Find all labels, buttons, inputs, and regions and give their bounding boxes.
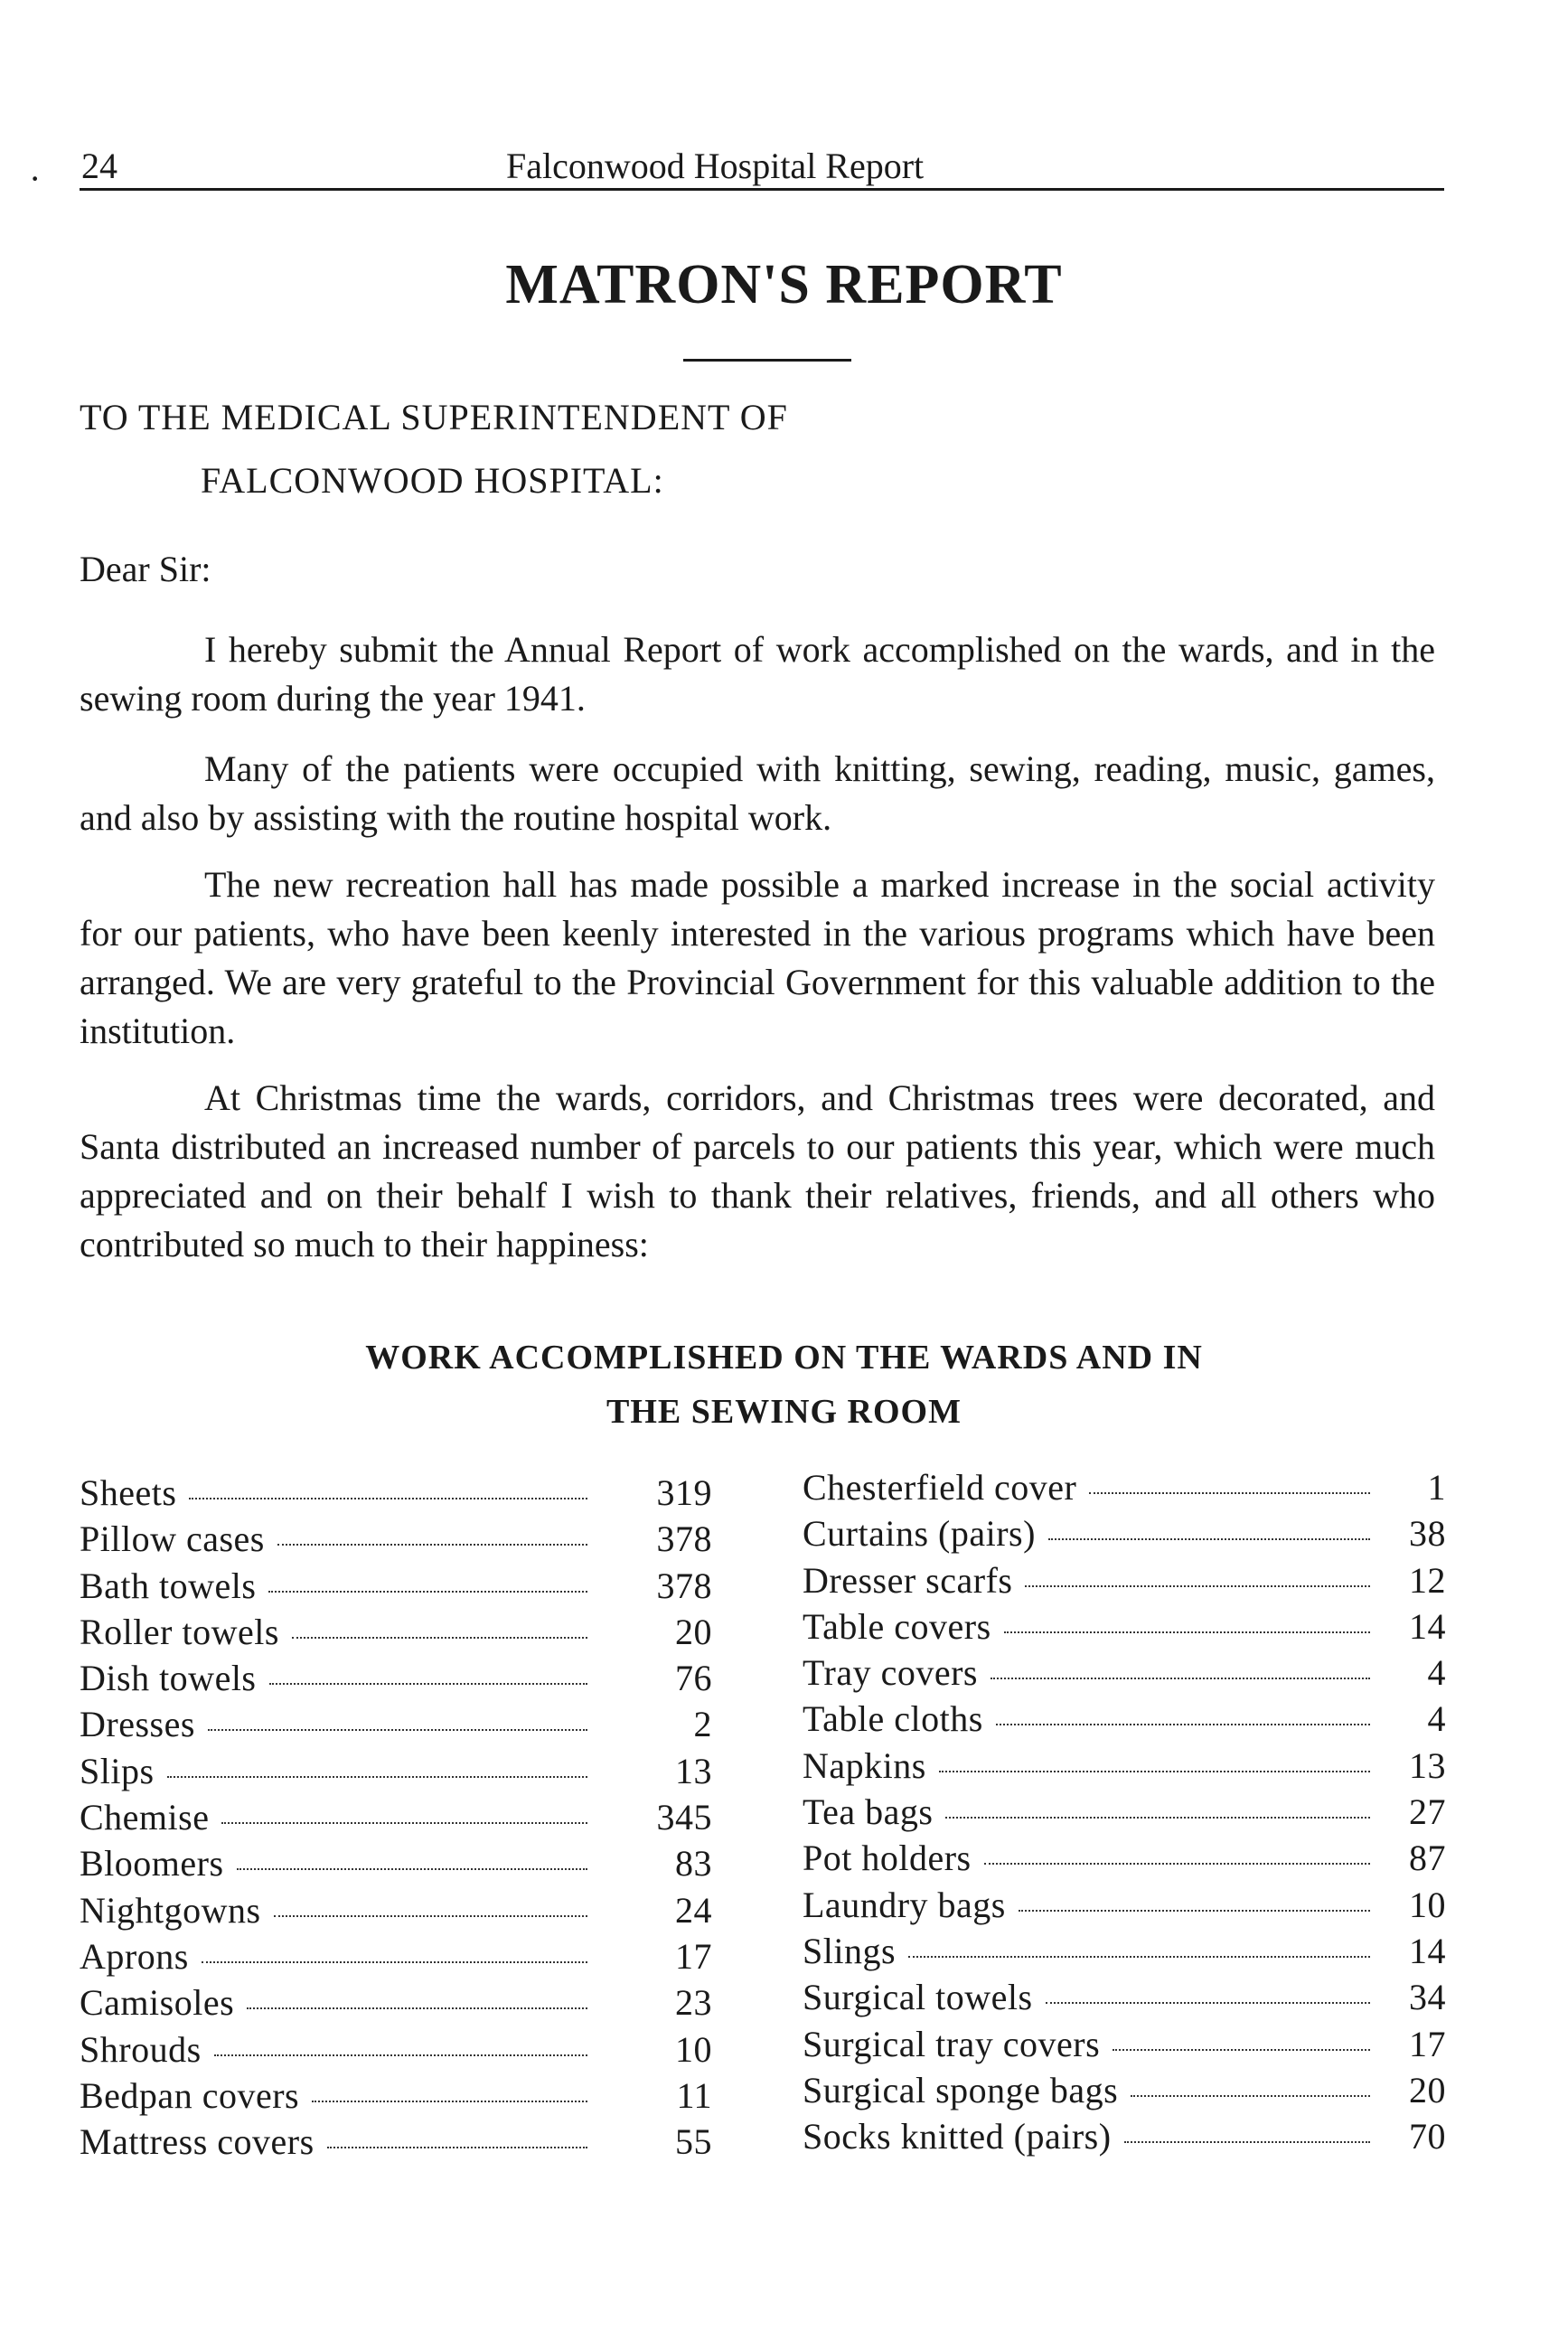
items-right-column [803, 1466, 1446, 2161]
dot-leader [167, 1776, 587, 1778]
list-item [80, 2120, 712, 2167]
dot-leader [939, 1771, 1370, 1772]
list-item [80, 1981, 712, 2027]
item-quantity: 378 [656, 1565, 712, 1606]
dot-leader [1004, 1631, 1370, 1633]
list-item [803, 1744, 1446, 1791]
list-item [80, 1750, 712, 1796]
page-title: MATRON'S REPORT [505, 254, 1063, 315]
address-line-2: FALCONWOOD HOSPITAL: [201, 460, 664, 501]
dot-leader [984, 1863, 1370, 1865]
title-rule [683, 359, 851, 362]
item-name: Pot holders [803, 1838, 972, 1879]
list-item [803, 1884, 1446, 1930]
item-quantity: 76 [675, 1658, 712, 1699]
item-quantity: 14 [1409, 1930, 1446, 1971]
dot-leader [1089, 1492, 1370, 1494]
item-name: Bloomers [80, 1843, 224, 1885]
page-number: 24 [81, 146, 117, 186]
item-quantity: 2 [693, 1704, 712, 1745]
item-name: Surgical tray covers [803, 2023, 1101, 2064]
item-quantity: 345 [656, 1797, 712, 1838]
dot-leader [189, 1498, 587, 1499]
item-name: Napkins [803, 1744, 926, 1786]
item-name: Laundry bags [803, 1884, 1006, 1925]
item-quantity: 38 [1409, 1513, 1446, 1555]
dot-leader [214, 2054, 587, 2056]
list-item [803, 1837, 1446, 1883]
running-title: Falconwood Hospital Report [506, 146, 925, 186]
header-rule [80, 188, 1444, 191]
list-item [803, 2115, 1446, 2161]
dot-leader [268, 1591, 587, 1593]
dot-leader [312, 2101, 587, 2102]
item-name: Shrouds [80, 2028, 202, 2070]
item-name: Camisoles [80, 1982, 235, 2024]
dot-leader [269, 1683, 588, 1685]
dot-leader [1113, 2049, 1370, 2051]
dot-leader [274, 1915, 587, 1917]
list-item [80, 1611, 712, 1657]
item-name: Slings [803, 1930, 897, 1971]
dot-leader [327, 2147, 587, 2148]
item-quantity: 14 [1409, 1605, 1446, 1647]
dot-leader [237, 1868, 587, 1870]
list-item [80, 1471, 712, 1518]
dot-leader [202, 1961, 587, 1963]
list-item [803, 1466, 1446, 1512]
address-line-1: TO THE MEDICAL SUPERINTENDENT OF [80, 397, 788, 437]
list-item [803, 1512, 1446, 1558]
item-name: Table covers [803, 1605, 991, 1647]
item-name: Chemise [80, 1797, 210, 1838]
table-heading-line-1: WORK ACCOMPLISHED ON THE WARDS AND IN [365, 1339, 1203, 1377]
item-quantity: 27 [1409, 1791, 1446, 1833]
item-quantity: 17 [1409, 2023, 1446, 2064]
item-quantity: 10 [675, 2028, 712, 2070]
dot-leader [221, 1822, 587, 1824]
list-item [803, 1605, 1446, 1651]
list-item [80, 1657, 712, 1703]
item-name: Sheets [80, 1472, 177, 1513]
item-quantity: 24 [675, 1889, 712, 1931]
item-quantity: 4 [1427, 1652, 1446, 1694]
dot-leader [1046, 2002, 1370, 2004]
item-name: Tray covers [803, 1652, 978, 1694]
item-quantity: 4 [1427, 1698, 1446, 1740]
list-item [803, 2069, 1446, 2115]
list-item [80, 2074, 712, 2120]
item-name: Chesterfield cover [803, 1467, 1077, 1508]
item-name: Dresses [80, 1704, 195, 1745]
item-name: Surgical towels [803, 1977, 1033, 2018]
item-quantity: 23 [675, 1982, 712, 2024]
item-quantity: 34 [1409, 1977, 1446, 2018]
item-name: Aprons [80, 1935, 189, 1977]
list-item [803, 1976, 1446, 2022]
list-item [80, 1565, 712, 1611]
dot-leader [945, 1817, 1370, 1819]
dot-leader [247, 2007, 587, 2009]
dot-leader [1131, 2095, 1370, 2097]
item-name: Slips [80, 1750, 155, 1791]
table-heading-line-2: THE SEWING ROOM [606, 1393, 962, 1431]
dot-leader [1025, 1585, 1370, 1587]
item-quantity: 319 [656, 1472, 712, 1513]
item-quantity: 13 [675, 1750, 712, 1791]
item-name: Surgical sponge bags [803, 2069, 1119, 2110]
dot-leader [996, 1724, 1370, 1725]
item-quantity: 12 [1409, 1559, 1446, 1601]
list-item [803, 1930, 1446, 1976]
item-name: Table cloths [803, 1698, 983, 1740]
dot-leader [1124, 2141, 1370, 2143]
list-item [80, 1703, 712, 1749]
item-quantity: 11 [676, 2074, 712, 2116]
list-item [803, 1559, 1446, 1605]
item-quantity: 83 [675, 1843, 712, 1885]
item-quantity: 20 [675, 1611, 712, 1652]
list-item [803, 1697, 1446, 1744]
item-quantity: 1 [1427, 1467, 1446, 1508]
item-name: Mattress covers [80, 2121, 315, 2163]
dot-leader [908, 1956, 1370, 1958]
dot-leader [292, 1637, 587, 1639]
item-name: Tea bags [803, 1791, 934, 1833]
paragraph-3: The new recreation hall has made possible a marked increase in the social activity for our patients, who have been keenly interested in the various programs which have been arranged. We are very grateful to the Provincial Government for this valuable addition to the institution. [80, 864, 1435, 1051]
salutation: Dear Sir: [80, 549, 211, 589]
dot-leader [991, 1678, 1370, 1679]
dot-leader [1019, 1910, 1370, 1912]
paragraph-1: I hereby submit the Annual Report of work accomplished on the wards, and in the sewing room during the year 1941. [80, 629, 1435, 719]
list-item [80, 1935, 712, 1981]
item-name: Roller towels [80, 1611, 279, 1652]
item-name: Pillow cases [80, 1518, 265, 1560]
list-item [80, 1796, 712, 1842]
dot-leader [1048, 1538, 1370, 1540]
list-item [80, 2028, 712, 2074]
item-quantity: 55 [675, 2121, 712, 2163]
item-quantity: 10 [1409, 1884, 1446, 1925]
dot-leader [208, 1729, 587, 1731]
item-name: Nightgowns [80, 1889, 261, 1931]
item-name: Bedpan covers [80, 2074, 300, 2116]
margin-dot: · [29, 158, 42, 199]
items-left-column [80, 1471, 712, 2167]
item-quantity: 13 [1409, 1744, 1446, 1786]
item-name: Curtains (pairs) [803, 1513, 1036, 1555]
dot-leader [277, 1544, 587, 1546]
item-name: Bath towels [80, 1565, 257, 1606]
item-name: Dish towels [80, 1658, 257, 1699]
paragraph-2: Many of the patients were occupied with knitting, sewing, reading, music, games, and also by assisting with the routine hospital work. [80, 748, 1435, 838]
item-name: Socks knitted (pairs) [803, 2116, 1112, 2157]
paragraph-4: At Christmas time the wards, corridors, and Christmas trees were decorated, and Santa distributed an increased number of parcels to our patients this year, which were much appreciated and on their behalf I wish to thank their relatives, friends, and all others who contributed so much to their happiness: [80, 1077, 1435, 1264]
item-name: Dresser scarfs [803, 1559, 1013, 1601]
list-item [803, 2023, 1446, 2069]
list-item [80, 1842, 712, 1888]
list-item [80, 1889, 712, 1935]
item-quantity: 378 [656, 1518, 712, 1560]
item-quantity: 70 [1409, 2116, 1446, 2157]
list-item [803, 1791, 1446, 1837]
item-quantity: 87 [1409, 1838, 1446, 1879]
item-quantity: 17 [675, 1935, 712, 1977]
list-item [80, 1518, 712, 1564]
list-item [803, 1651, 1446, 1697]
item-quantity: 20 [1409, 2069, 1446, 2110]
